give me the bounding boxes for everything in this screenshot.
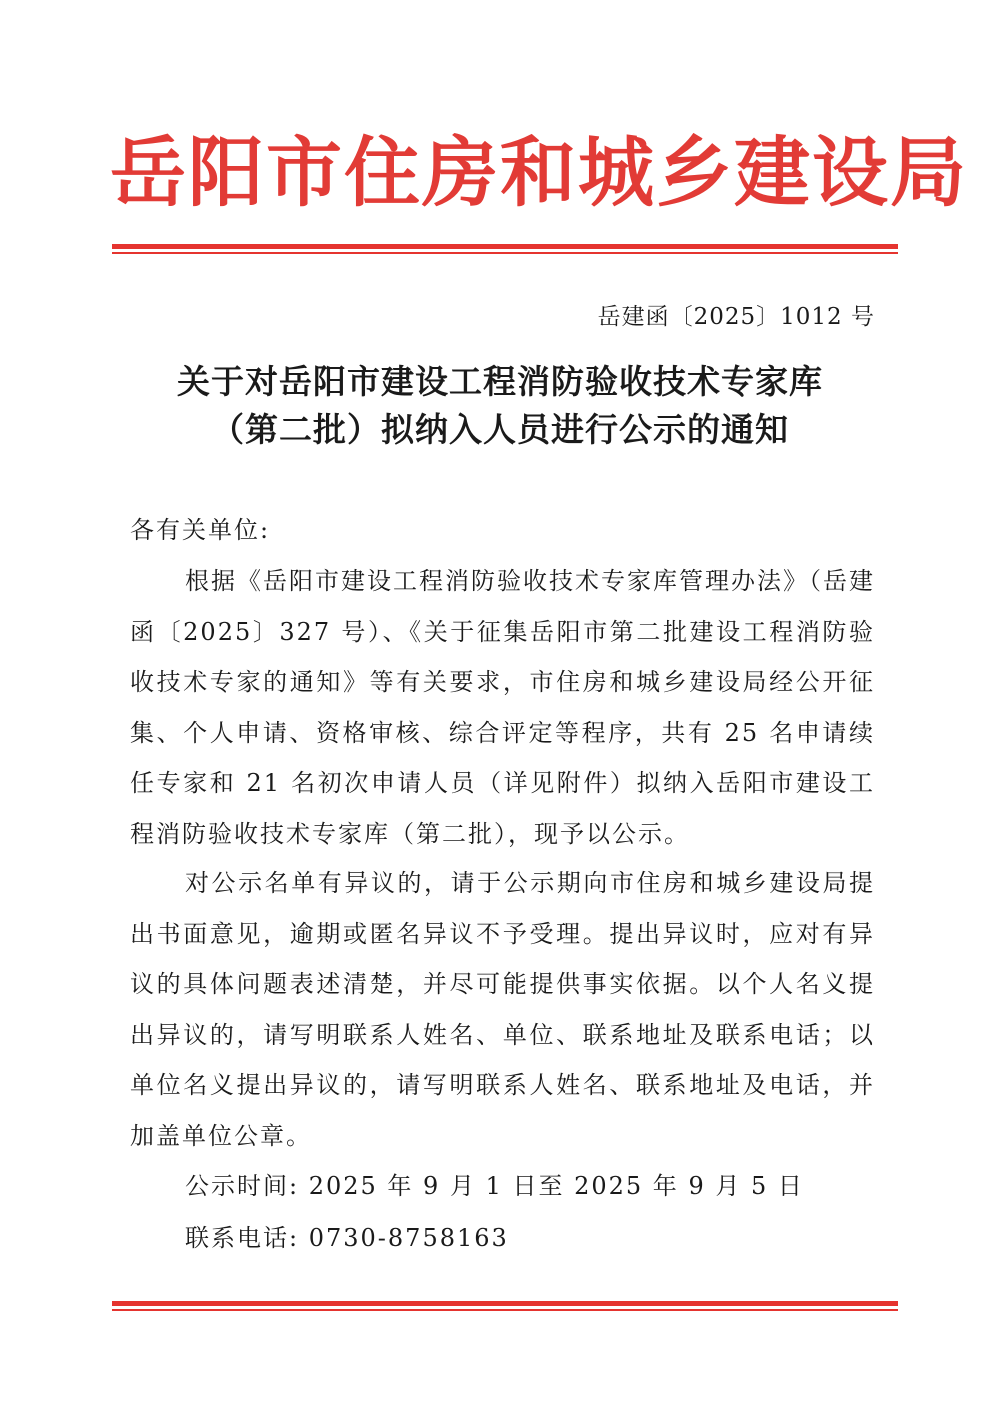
header-divider: [112, 244, 898, 254]
document-title-line-2: （第二批）拟纳入人员进行公示的通知: [211, 410, 789, 449]
document-title-line-1: 关于对岳阳市建设工程消防验收技术专家库: [177, 362, 823, 401]
body-paragraph-basis: 根据《岳阳市建设工程消防验收技术专家库管理办法》（岳建函〔2025〕327 号）、《关于征集岳阳市第二批建设工程消防验收技术专家的通知》等有关要求，市住房和城乡建设局经公开征集、个人申请、资格审核、综合评定等程序，共有 25 名申请续任专家和 21 名初次申请人员（详见附件）拟纳入岳阳市建设工程消防验收技术专家库（第二批），现予以公示。: [130, 567, 875, 848]
agency-masthead: 岳阳市住房和城乡建设局: [110, 128, 968, 217]
publicity-period: 公示时间: 2025 年 9 月 1 日至 2025 年 9 月 5 日: [185, 1172, 804, 1200]
footer-divider-thin-line: [112, 1309, 898, 1311]
footer-divider: [112, 1301, 898, 1311]
header-divider-thick-line: [112, 244, 898, 249]
header-divider-thin-line: [112, 252, 898, 254]
footer-divider-thick-line: [112, 1301, 898, 1306]
document-number: 岳建函〔2025〕1012 号: [597, 304, 875, 330]
contact-phone: 联系电话: 0730-8758163: [185, 1224, 509, 1252]
body-paragraph-objection: 对公示名单有异议的，请于公示期向市住房和城乡建设局提出书面意见，逾期或匿名异议不予受理。提出异议时，应对有异议的具体问题表述清楚，并尽可能提供事实依据。以个人名义提出异议的，请写明联系人姓名、单位、联系地址及联系电话；以单位名义提出异议的，请写明联系人姓名、联系地址及电话，并加盖单位公章。: [130, 869, 875, 1150]
salutation: 各有关单位:: [130, 516, 271, 544]
